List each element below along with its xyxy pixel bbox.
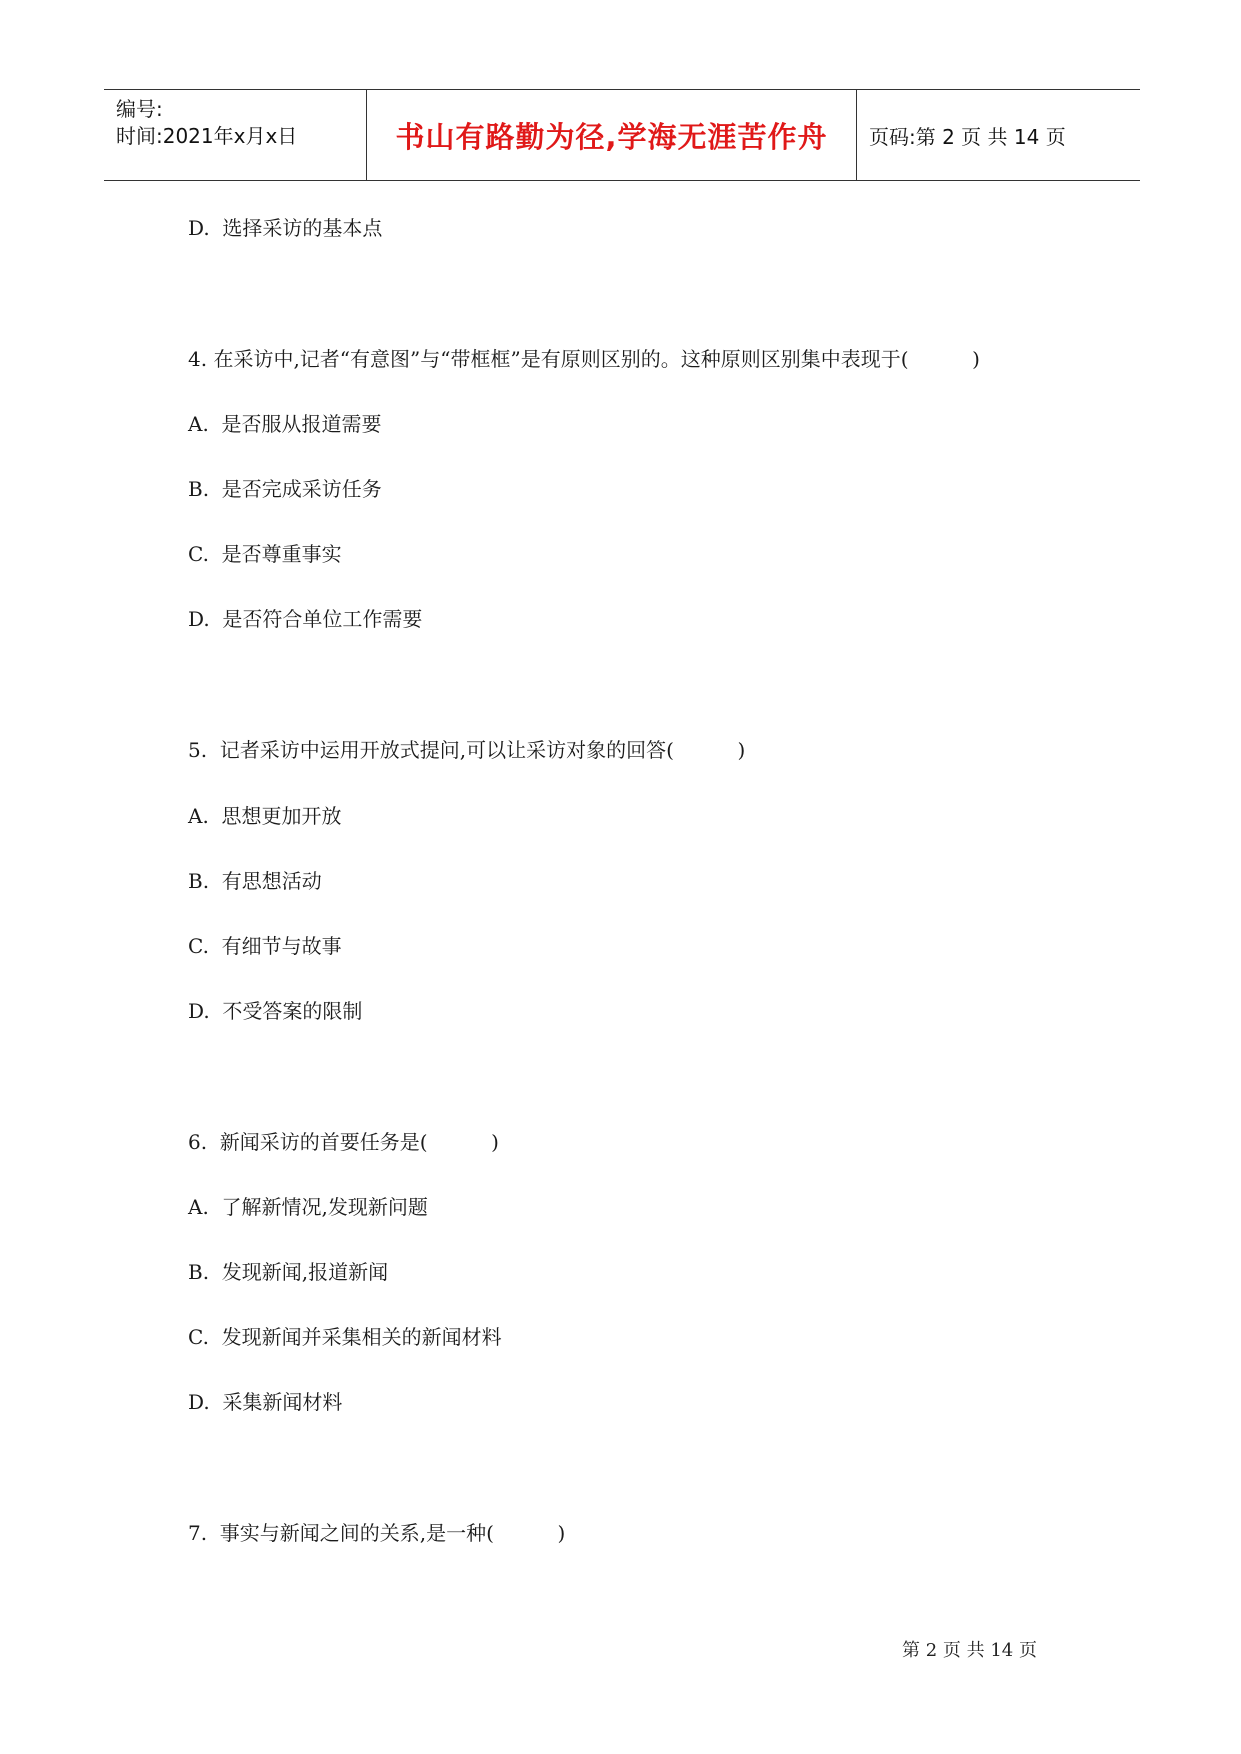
option-line: B. 发现新闻,报道新闻 [188,1260,389,1284]
question-line: 4. 在采访中,记者“有意图”与“带框框”是有原则区别的。这种原则区别集中表现于( ) [188,347,980,371]
page-number-label: 页码:第 2 页 共 14 页 [869,124,1066,149]
option-line: B. 是否完成采访任务 [188,477,382,501]
option-line: D. 采集新闻材料 [188,1390,343,1414]
option-line: C. 发现新闻并采集相关的新闻材料 [188,1325,502,1349]
option-line: D. 是否符合单位工作需要 [188,607,423,631]
option-line: A. 思想更加开放 [188,804,342,828]
header-meta-cell [104,90,367,180]
option-line: D. 选择采访的基本点 [188,216,383,240]
option-line: A. 了解新情况,发现新问题 [188,1195,428,1219]
page-footer: 第 2 页 共 14 页 [902,1640,1037,1661]
header-motto-cell [367,90,857,180]
number-label: 编号: [116,97,163,121]
page-header [104,89,1140,181]
option-line: D. 不受答案的限制 [188,999,363,1023]
question-line: 7. 事实与新闻之间的关系,是一种( ) [188,1521,566,1545]
motto-text: 书山有路勤为径,学海无涯苦作舟 [395,119,828,154]
header-page-cell [857,90,1140,180]
option-line: B. 有思想活动 [188,869,322,893]
option-line: C. 有细节与故事 [188,934,342,958]
question-line: 5. 记者采访中运用开放式提问,可以让采访对象的回答( ) [188,738,746,762]
option-line: C. 是否尊重事实 [188,542,342,566]
option-line: A. 是否服从报道需要 [188,412,382,436]
question-line: 6. 新闻采访的首要任务是( ) [188,1130,499,1154]
time-label: 时间:2021年x月x日 [116,124,298,148]
